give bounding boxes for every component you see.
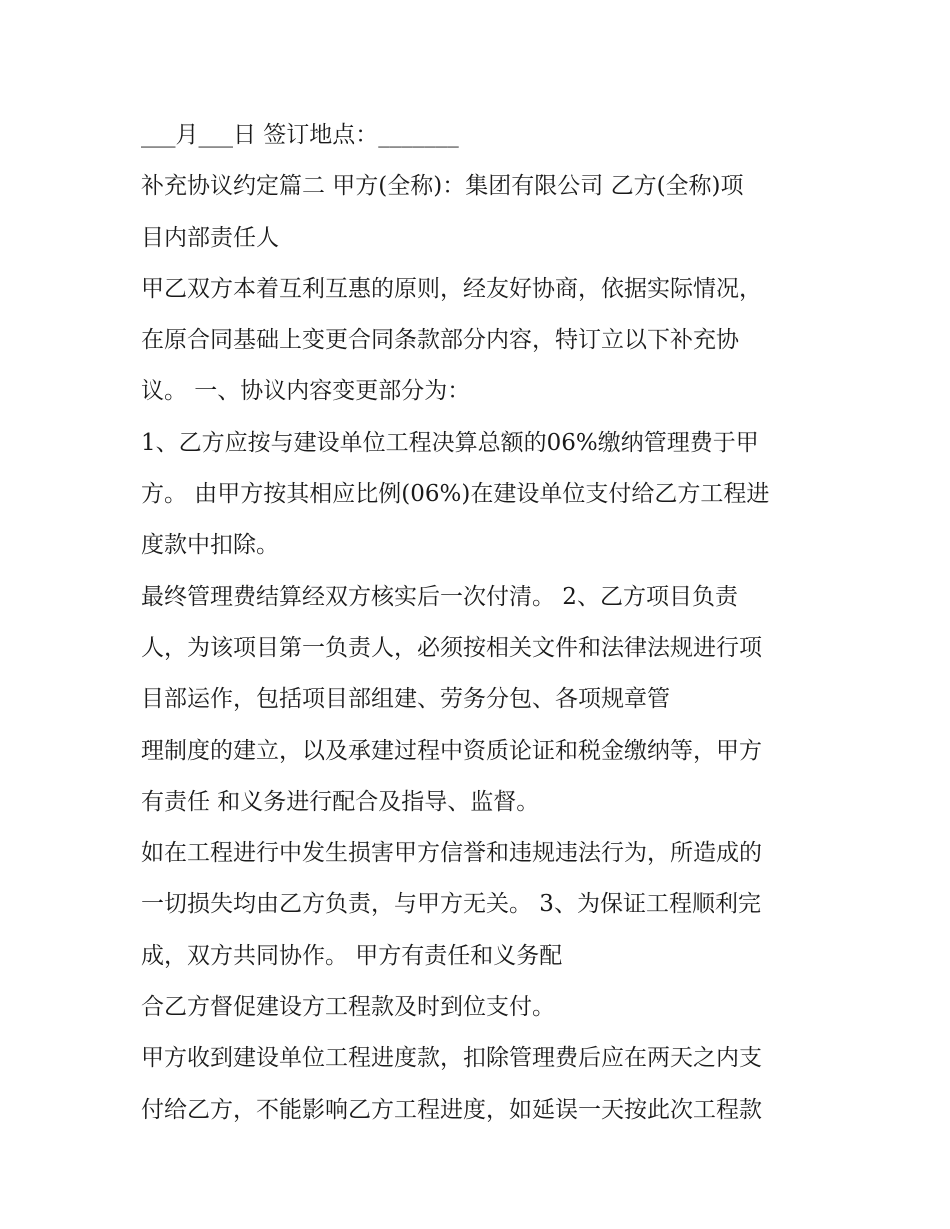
text-line: 甲乙双方本着互利互惠的原则，经友好协商，依据实际情况， (141, 275, 762, 302)
text-line: 人，为该项目第一负责人，必须按相关文件和法律法规进行项 (141, 634, 762, 661)
text-line: 方。 由甲方按其相应比例(06%)在建设单位支付给乙方工程进 (141, 481, 770, 508)
text-line: 付给乙方，不能影响乙方工程进度，如延误一天按此次工程款 (141, 1096, 762, 1123)
text-line: 目内部责任人 (141, 224, 279, 251)
text-line: 最终管理费结算经双方核实后一次付清。 2、乙方项目负责 (141, 583, 738, 610)
text-line: 有责任 和义务进行配合及指导、监督。 (141, 788, 540, 815)
text-line: 目部运作，包括项目部组建、劳务分包、各项规章管 (141, 686, 670, 713)
text-line: 理制度的建立，以及承建过程中资质论证和税金缴纳等，甲方 (141, 737, 762, 764)
text-line: ___月___日 签订地点：_______ (141, 122, 459, 148)
text-line: 度款中扣除。 (141, 532, 279, 559)
text-line: 议。 一、协议内容变更部分为： (141, 378, 471, 405)
text-line: 在原合同基础上变更合同条款部分内容，特订立以下补充协 (141, 327, 739, 354)
text-line: 合乙方督促建设方工程款及时到位支付。 (141, 994, 555, 1021)
text-line: 1、乙方应按与建设单位工程决算总额的06%缴纳管理费于甲 (141, 429, 759, 456)
text-line: 成，双方共同协作。 甲方有责任和义务配 (141, 942, 563, 969)
text-line: 甲方收到建设单位工程进度款，扣除管理费后应在两天之内支 (141, 1045, 762, 1072)
text-line: 如在工程进行中发生损害甲方信誉和违规违法行为，所造成的 (141, 840, 762, 867)
document-body (141, 110, 821, 1136)
text-line: 一切损失均由乙方负责，与甲方无关。 3、为保证工程顺利完 (141, 891, 761, 918)
text-line: 补充协议约定篇二 甲方(全称)：集团有限公司 乙方(全称)项 (141, 173, 744, 200)
